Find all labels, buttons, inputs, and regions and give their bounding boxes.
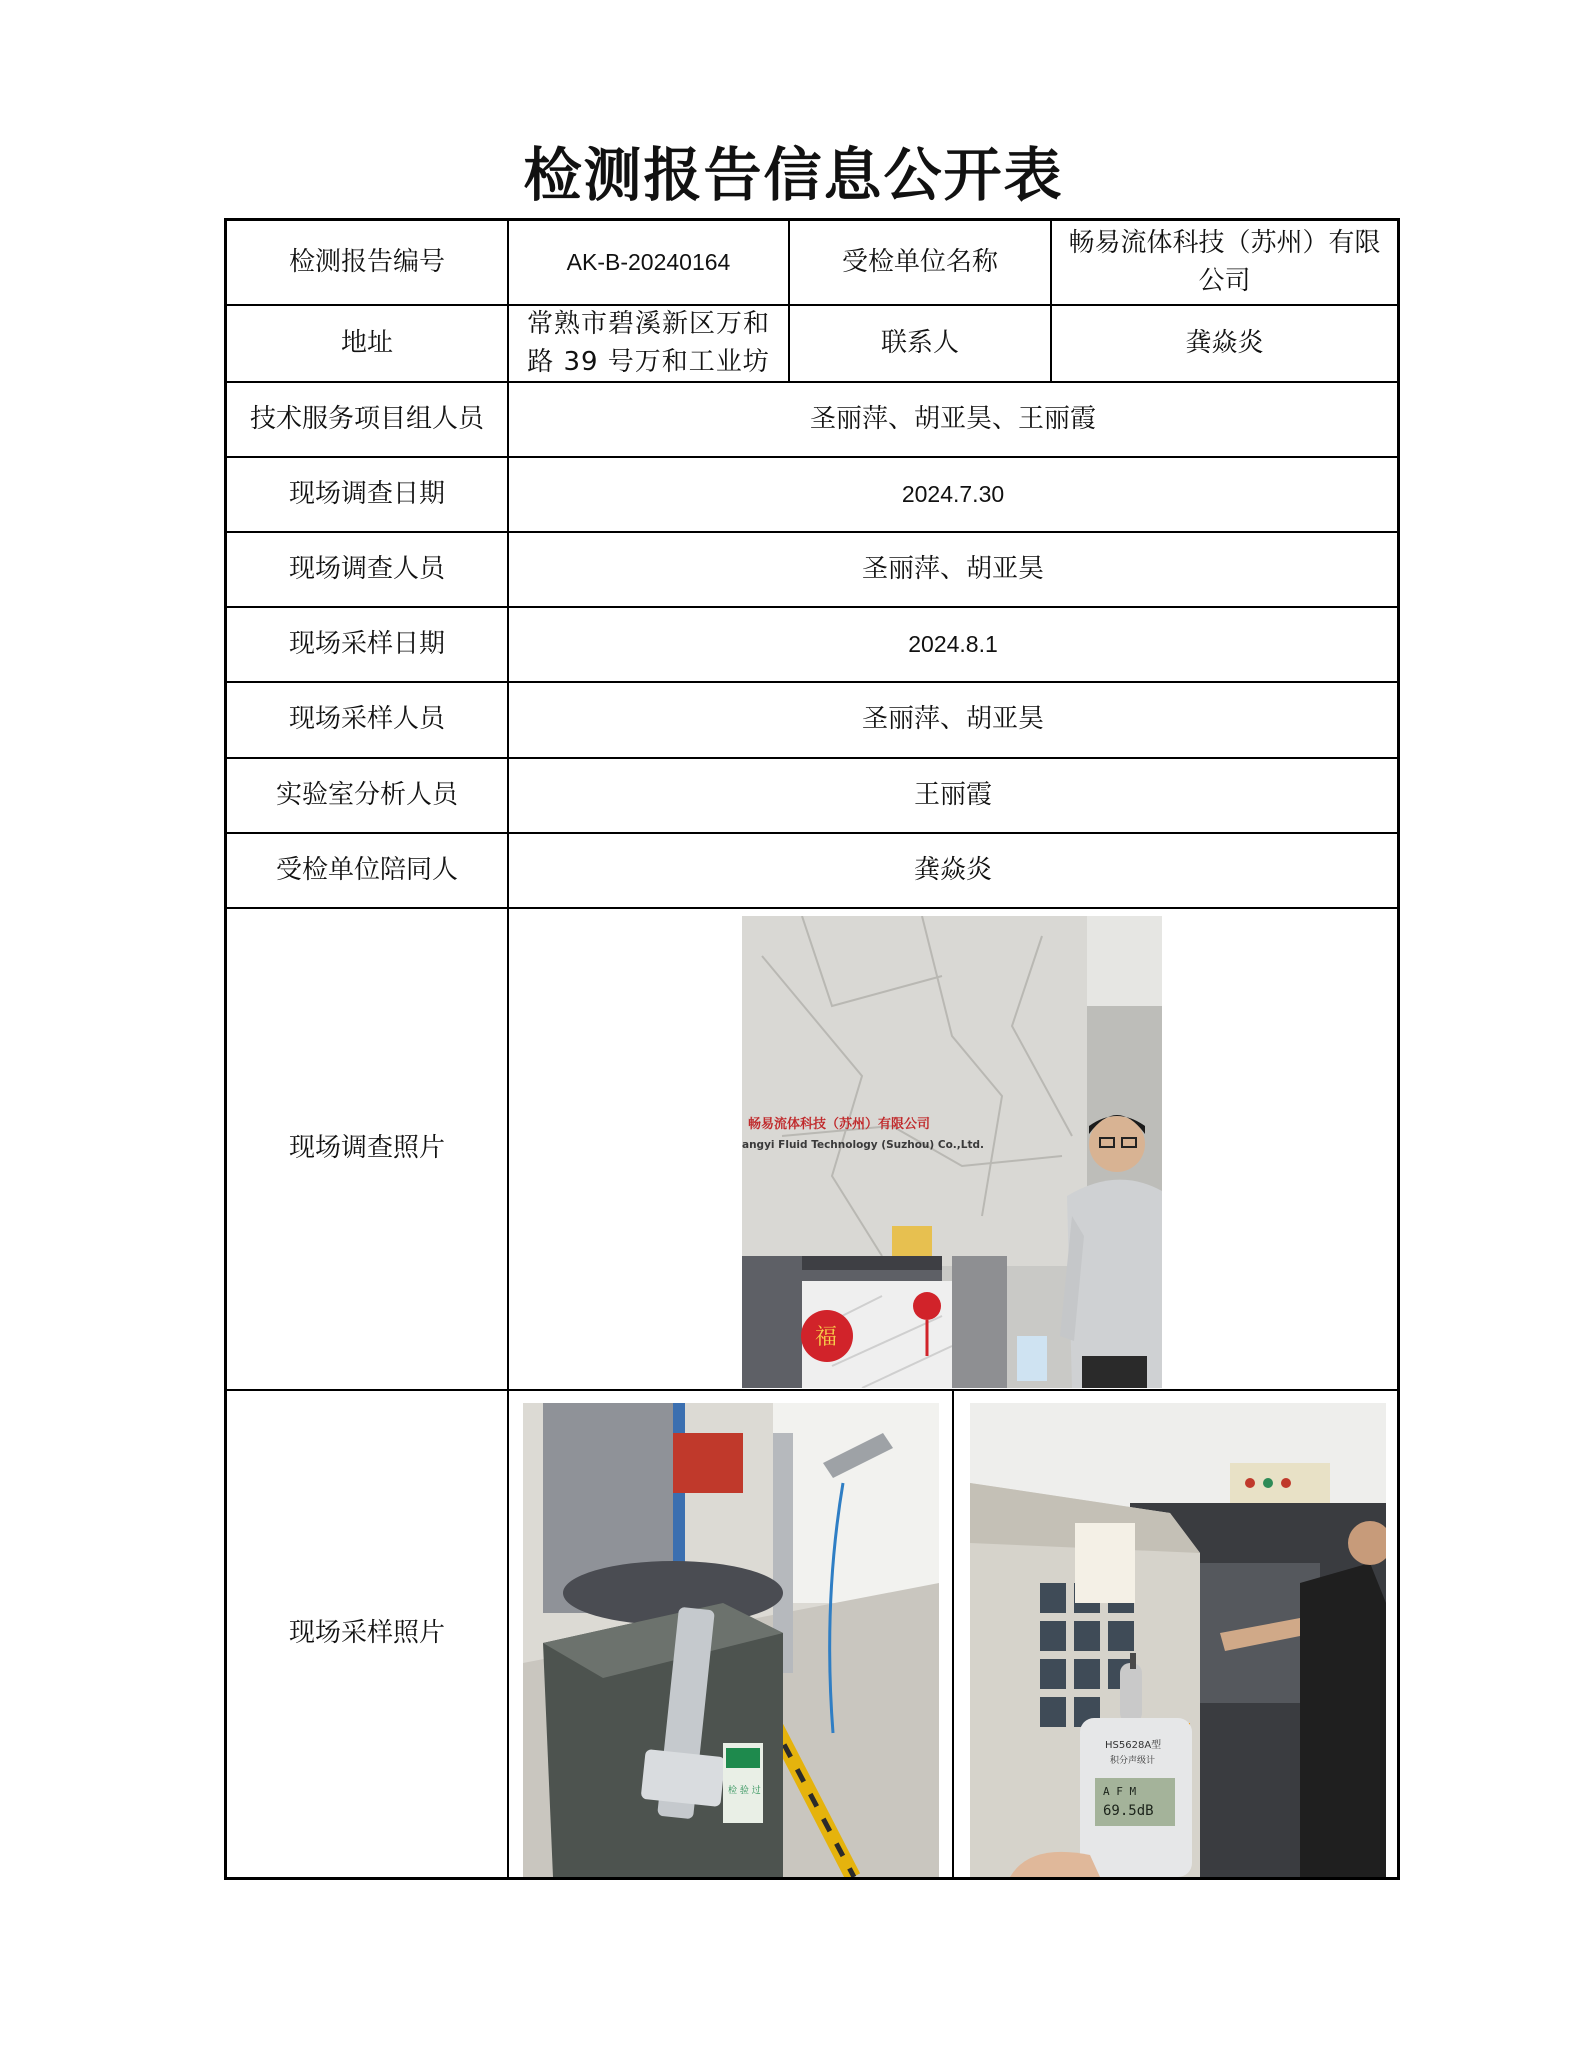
lab-staff-label: 实验室分析人员 — [275, 779, 458, 810]
sampling-photo-label: 现场采样照片 — [288, 1618, 445, 1649]
client-name-label: 受检单位名称 — [841, 246, 998, 277]
team-value: 圣丽萍、胡亚昊、王丽霞 — [809, 403, 1096, 434]
page-title: 检测报告信息公开表 — [523, 141, 1064, 209]
survey-date-value: 2024.7.30 — [901, 480, 1005, 507]
client-name-line2: 公司 — [1198, 265, 1251, 296]
company-sign-cn: 畅易流体科技（苏州）有限公司 — [748, 1117, 931, 1132]
sampling-staff-value: 圣丽萍、胡亚昊 — [861, 704, 1044, 735]
report-number-value: AK-B-20240164 — [566, 248, 731, 275]
report-number-label: 检测报告编号 — [288, 246, 445, 277]
address-line2: 路 39 号万和工业坊 — [527, 346, 770, 377]
info-table — [224, 218, 1400, 1880]
address-line1: 常熟市碧溪新区万和 — [526, 308, 770, 339]
meter-model: HS5628A型 — [1105, 1740, 1162, 1751]
sampling-date-label: 现场采样日期 — [288, 628, 445, 659]
address-label: 地址 — [340, 327, 393, 358]
sampling-photo-1 — [523, 1403, 939, 1877]
survey-photo — [742, 916, 1162, 1388]
escort-label: 受检单位陪同人 — [275, 854, 458, 885]
contact-label: 联系人 — [880, 327, 959, 358]
client-name-value — [1052, 221, 1397, 304]
survey-staff-value: 圣丽萍、胡亚昊 — [861, 553, 1044, 584]
sampling-date-value: 2024.8.1 — [908, 630, 998, 657]
sampling-staff-label: 现场采样人员 — [288, 704, 445, 735]
fu-character: 福 — [815, 1325, 838, 1350]
lab-staff-value: 王丽霞 — [913, 779, 992, 810]
meter-mode: A F M — [1103, 1785, 1137, 1798]
survey-photo-label: 现场调查照片 — [288, 1133, 445, 1164]
company-sign-en: angyi Fluid Technology (Suzhou) Co.,Ltd. — [742, 1139, 984, 1151]
survey-date-label: 现场调查日期 — [288, 478, 445, 509]
contact-value: 龚焱炎 — [1185, 327, 1264, 358]
survey-staff-label: 现场调查人员 — [288, 553, 445, 584]
sampling-photo-2 — [970, 1403, 1386, 1877]
equipment-sticker: 检 验 过 — [728, 1786, 761, 1796]
meter-name: 积分声级计 — [1110, 1756, 1156, 1766]
client-name-line1: 畅易流体科技（苏州）有限 — [1068, 227, 1381, 258]
team-label: 技术服务项目组人员 — [249, 403, 484, 434]
escort-value: 龚焱炎 — [913, 854, 992, 885]
meter-reading: 69.5dB — [1103, 1803, 1154, 1819]
address-value — [509, 306, 788, 381]
